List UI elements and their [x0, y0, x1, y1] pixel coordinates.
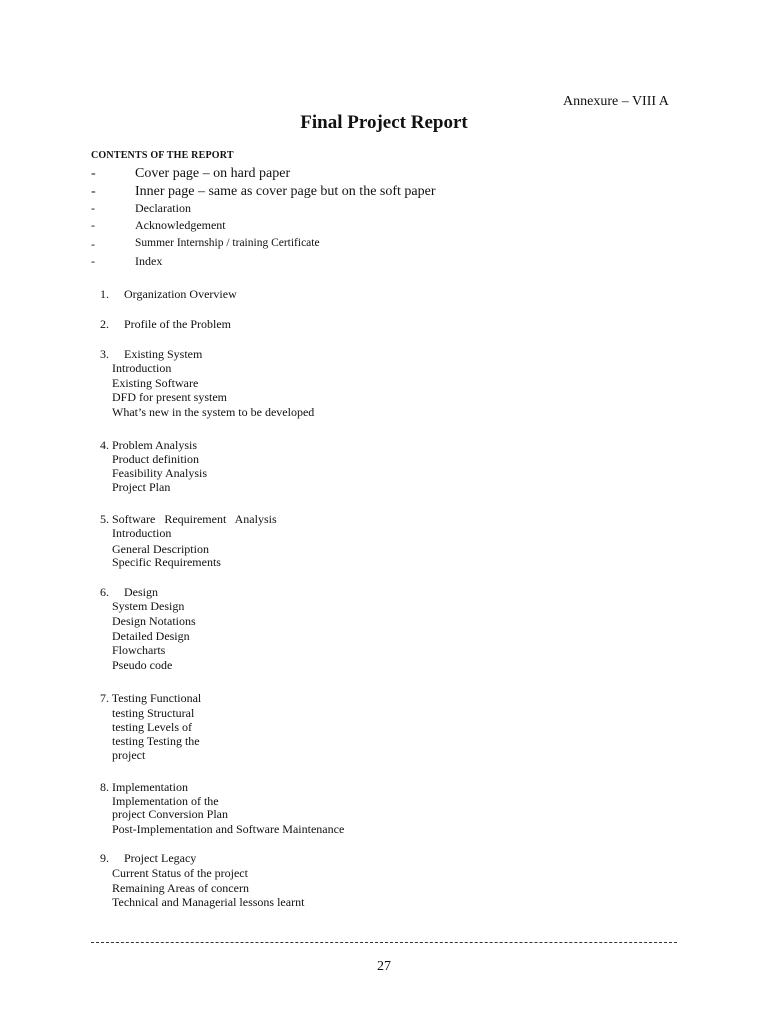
bullet-dash: - [91, 201, 95, 215]
section-item: testing Structural [112, 706, 195, 720]
section-item: What’s new in the system to be developed [112, 405, 315, 419]
bullet-dash: - [91, 184, 96, 199]
section-item: Existing Software [112, 376, 199, 390]
page-number: 27 [377, 959, 391, 974]
section-item: Feasibility Analysis [112, 466, 208, 480]
section-item: Flowcharts [112, 643, 166, 657]
section-item: project Conversion Plan [112, 807, 228, 821]
section-title: Existing System [124, 347, 203, 361]
section-item: Remaining Areas of concern [112, 881, 249, 895]
bullet-dash: - [91, 254, 95, 268]
section-item: Current Status of the project [112, 866, 248, 880]
bullet-item: Acknowledgement [135, 218, 226, 232]
page-title: Final Project Report [300, 112, 468, 133]
bullet-dash: - [91, 237, 95, 251]
section-title: 8. Implementation [100, 780, 188, 794]
bullet-item: Declaration [135, 201, 191, 215]
bullet-dash: - [91, 166, 96, 181]
section-number: 2. [100, 317, 109, 331]
section-title: 7. Testing Functional [100, 691, 202, 705]
section-item: Project Plan [112, 480, 171, 494]
section-item: testing Testing the [112, 734, 200, 748]
bullet-item: Inner page – same as cover page but on the soft paper [135, 184, 436, 199]
section-number: 1. [100, 287, 109, 301]
contents-heading: CONTENTS OF THE REPORT [91, 150, 234, 161]
section-item: Introduction [112, 361, 172, 375]
section-item: Technical and Managerial lessons learnt [112, 895, 305, 909]
section-title: 5. Software Requirement Analysis [100, 512, 277, 526]
section-title: Organization Overview [124, 287, 237, 301]
bullet-item: Index [135, 254, 163, 268]
footer-divider [91, 942, 677, 943]
section-item: Product definition [112, 452, 199, 466]
section-item: testing Levels of [112, 720, 192, 734]
section-item: Pseudo code [112, 658, 173, 672]
bullet-dash: - [91, 218, 95, 232]
section-number: 3. [100, 347, 109, 361]
bullet-item: Cover page – on hard paper [135, 166, 291, 181]
section-title: Project Legacy [124, 851, 197, 865]
section-item: Design Notations [112, 614, 196, 628]
section-title: 4. Problem Analysis [100, 438, 198, 452]
section-number: 9. [100, 851, 109, 865]
section-item: Detailed Design [112, 629, 190, 643]
annexure-label: Annexure – VIII A [563, 94, 669, 109]
section-item: Implementation of the [112, 794, 219, 808]
section-item: DFD for present system [112, 390, 227, 404]
section-item: Specific Requirements [112, 555, 221, 569]
section-title: Design [124, 585, 158, 599]
section-title: Profile of the Problem [124, 317, 231, 331]
section-item: System Design [112, 599, 185, 613]
section-item: Post-Implementation and Software Maintenance [112, 822, 345, 836]
section-number: 6. [100, 585, 109, 599]
section-item: Introduction [112, 526, 172, 540]
bullet-item: Summer Internship / training Certificate [135, 237, 320, 249]
section-item: project [112, 748, 146, 762]
section-item: General Description [112, 542, 209, 556]
